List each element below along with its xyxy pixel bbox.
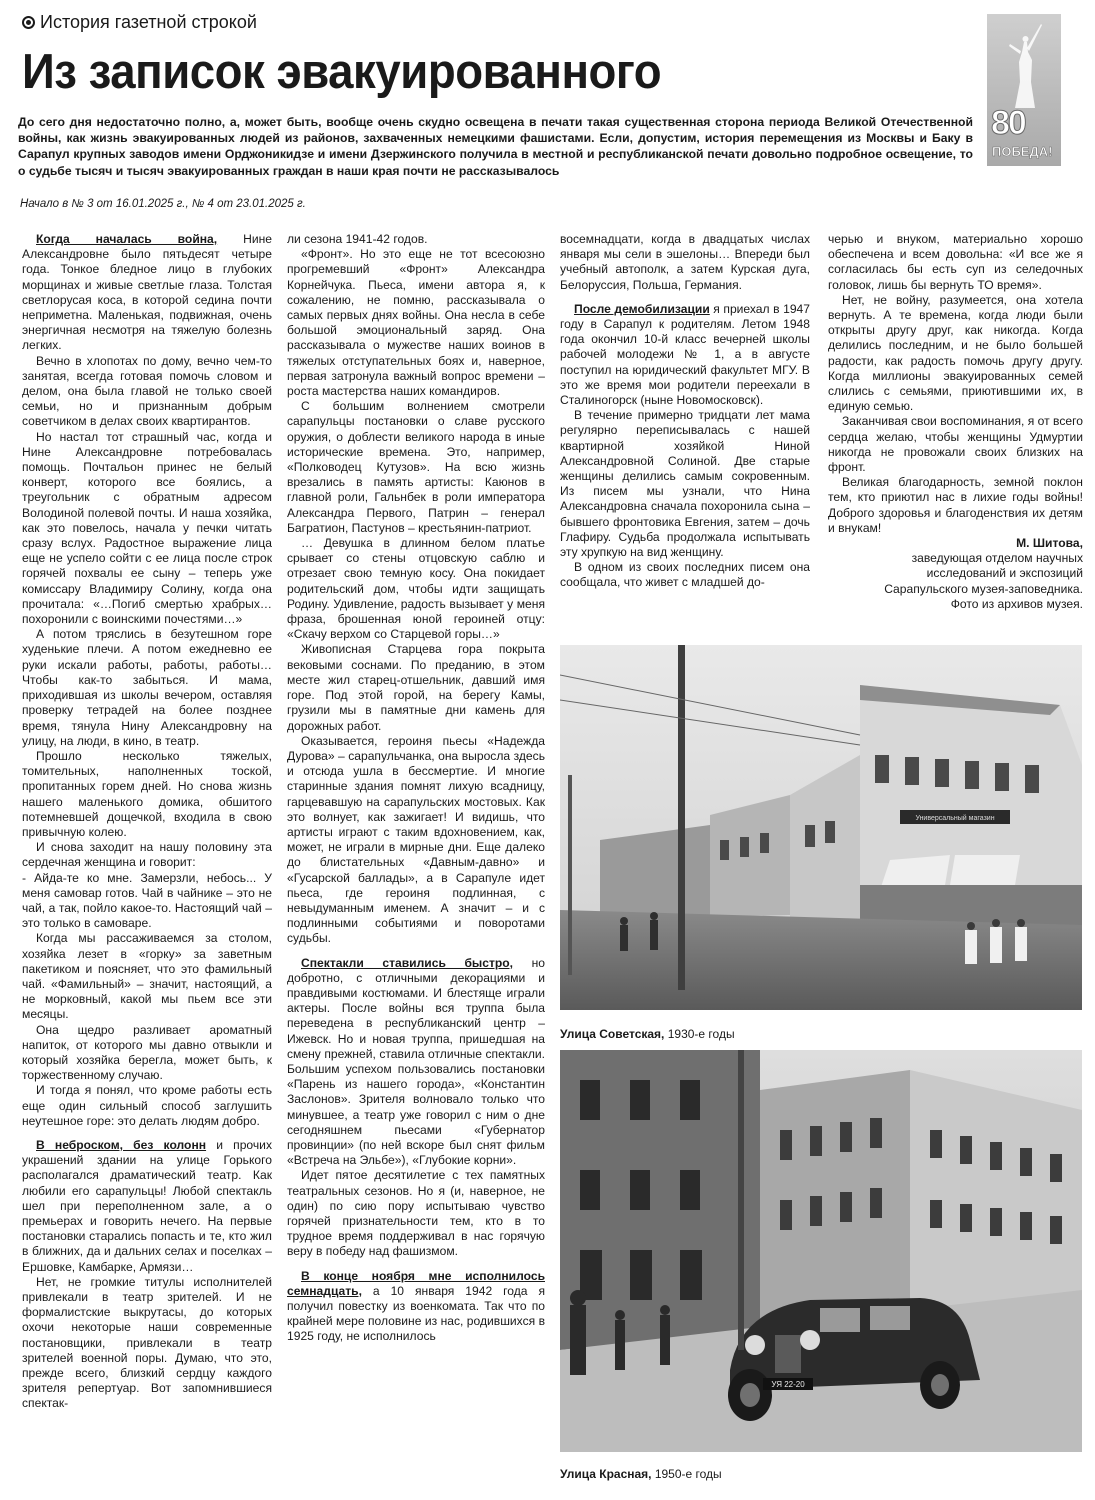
continuation-note: Начало в № 3 от 16.01.2025 г., № 4 от 23.01.2025 г. (20, 198, 306, 210)
paragraph: Когда мы рассаживаемся за столом, хозяйка лезет в «горку» за заветным пакетиком и поясняет, что это фамильный чай. «Фамильный» – значит, настоящий, а не морковный, какой мы пьем все эти месяцы. (22, 931, 272, 1022)
paragraph: Живописная Старцева гора покрыта вековыми соснами. По преданию, в этом месте жил старец-отшельник, давший имя горе. Под этой горой, на берегу Камы, грузили мы в памятные дни камень для дорожных работ. (287, 642, 545, 733)
paragraph (22, 232, 272, 354)
section-lead-in: После демобилизации (574, 301, 710, 316)
rubric-label: История газетной строкой (40, 12, 257, 32)
paragraph: Вечно в хлопотах по дому, вечно чем-то занятая, всегда готовая помочь словом и делом, она была главой не только своей семьи, но и признанным добрым советчиком в делах своих квартирантов. (22, 353, 272, 429)
column-1 (22, 232, 272, 1412)
article-lead: До сего дня недостаточно полно, а, может быть, вообще очень скудно освещена в печати такая существенная сторона периода Великой Отечественной войны, как жизнь эвакуированных людей из районов, захваченных немецкими фашистами. Если, допустим, история перемещения из Москвы и Баку в Сарапул крупных заводов имени Орджоникидзе и имени Дзержинского получила в местной и республиканской печати довольно подробное освещение, то о судьбе тысяч и тысяч эвакуированных граждан в наши края почти не рассказывалось (18, 115, 973, 178)
paragraph: Но настал тот страшный час, когда и Нине Александровне потребовалась помощь. Почтальон принес не белый конверт, которого все боялись, а треугольник с обратным адресом Володиной полевой почты. И наша хозяйка, как это повелось, начала у печки читать сразу вслух. Радостное выражение лица еще не успело сойти с ее лица после строк горячей похвалы ее сыну – теперь уже комиссару Владимиру Солину, когда она прочитала: «…Погиб смертью храбрых… похоронили с воинскими почестями…» (22, 429, 272, 627)
author-name: М. Шитова, (1016, 536, 1083, 551)
section-lead-in: Когда началась война, (36, 232, 218, 246)
victory-80-logo (987, 14, 1061, 166)
paragraph: Прошло несколько тяжелых, томительных, наполненных тоской, пропитанных горем дней. Но снова жизнь нашего маленького домика, обшитого потемневшей дощечкой, входила в свою привычную колею. (22, 748, 272, 839)
paragraph: ли сезона 1941-42 годов. (287, 232, 428, 246)
rubric (22, 12, 257, 33)
paragraph: С большим волнением смотрели сарапульцы постановки о славе русского оружия, о доблести великого народа в иные исторические времена. Это, например, «Полководец Кутузов». На всю жизнь врезались в память артисты: Каюнов в главной роли, Гальнбек в роли императора Александра Первого, Патрин – генерал Багратион, Пастунов – крестьянин-патриот. (287, 399, 545, 535)
author-title-line: Сарапульского музея-заповедника. (884, 581, 1083, 596)
author-title-line: исследований и экспозиций (926, 566, 1083, 581)
paragraph: Идет пятое десятилетие с тех памятных театральных сезонов. Но я (и, наверное, не один) по сию пору испытываю чувство горячей признательности тем, кто в то трудное время поддерживал в нас горячую веру в победу над фашизмом. (287, 1168, 545, 1259)
caption-title: Улица Советская, (560, 1027, 665, 1041)
license-plate: УЯ 22-20 (771, 1380, 805, 1389)
paragraph-text: Нине Александровне было пятьдесят четыре года. Тонкое бледное лицо в глубоких морщинах и живые светлые глаза. Толстая светлорусая коса, в которой седина почти неприметна. Маленькая, подвижная, очень энергичная несмотря на тяжелую болезнь легких. (22, 232, 272, 353)
paragraph: Она щедро разливает ароматный напиток, от которого мы давно отвыкли и который хозяйка берегла, может быть, к торжественному случаю. (22, 1022, 272, 1083)
column-4 (828, 232, 1083, 612)
paragraph: Великая благодарность, земной поклон тем, кто приютил нас в лихие годы войны! Доброго здоровья и благоденствия их детям и внукам! (828, 475, 1083, 535)
paragraph (22, 1138, 272, 1275)
paragraph: И снова заходит на нашу половину эта сердечная женщина и говорит: (22, 840, 272, 870)
caption-date: 1930-е годы (664, 1027, 735, 1041)
author-title-line: заведующая отделом научных (911, 551, 1083, 566)
article-title: Из записок эвакуированного (22, 45, 662, 99)
bullet-icon (22, 16, 35, 29)
paragraph-text: и прочих украшений здании на улице Горького располагался драматический театр. Как любили его сарапульцы! Любой спектакль шел при переполненном зале, а о премьерах и говорить нечего. На первые постановки старались попасть и те, кто жил в ближних, да и дальних селах и поселках – Ершовке, Камбарке, Армязи… (22, 1137, 272, 1274)
paragraph (287, 1269, 545, 1345)
paragraph: В одном из своих последних писем она сообщала, что живет с младшей до- (560, 560, 810, 590)
photo-sovetskaya-street (560, 645, 1082, 1010)
section-lead-in: В конце ноября мне исполнилось семнадцать, (287, 1268, 545, 1298)
paragraph: В течение примерно тридцати лет мама регулярно переписывалась с нашей квартирной хозяйкой Ниной Александровной Солиной. Две старые женщины делились самым сокровенным. Из писем мы узнали, что Нина Александровна сначала похоронила сына – бывшего фронтовика Евгения, затем – дочь Глафиру. Судьба продолжала испытывать эту хрупкую на вид женщину. (560, 408, 810, 560)
paragraph (560, 302, 810, 408)
store-sign: Универсальный магазин (915, 815, 995, 822)
paragraph: Заканчивая свои воспоминания, я от всего сердца желаю, чтобы женщины Удмуртии никогда не провожали своих близких на фронт. (828, 414, 1083, 475)
section-lead-in: Спектакли ставились быстро, (301, 955, 514, 970)
paragraph: Нет, не громкие титулы исполнителей привлекали в театр зрителей. И не формалистские выкрутасы, до которых охочи некоторые наши современные постановщики, привлекали в театр зрителей военной поры. Думаю, что это, прежде всего, близкий сердцу каждого зрителя репертуар. Вот запомнившиеся спектак- (22, 1274, 272, 1411)
paragraph: Оказывается, героиня пьесы «Надежда Дурова» – сарапульчанка, она выросла здесь и отсюда ушла в бессмертие. И многие старинные здания помнят лихую всадницу, гарцевавшую на сарапульских мостовых. Как это волнует, как зажигает! И видишь, что артисты играют с таким вдохновением, как, может, не играли в мирные дни. Еще далеко до блистательных «Давным-давно» и «Гусарской баллады», а в Сарапуле идет пьеса, где героиня подлинная, с невыдуманным именем. А значит – и с подлинными событиями и поворотами судьбы. (287, 733, 545, 946)
motherland-statue-icon (1007, 22, 1043, 110)
photo-caption (560, 1027, 735, 1041)
paragraph-text: я приехал в 1947 году в Сарапул к родителям. Летом 1948 года окончил 10-й класс вечерней школы рабочей молодежи № 1, а в августе поступил на юридический факультет МГУ. В это же время мои родители переехали в Сталиногорск (ныне Новомосковск). (560, 301, 810, 408)
paragraph-text: а 10 января 1942 года я получил повестку из военкомата. Так что по крайней мере половине из нас, родившихся в 1925 году, не исполнилось (287, 1283, 545, 1344)
paragraph (287, 956, 545, 1169)
paragraph: Нет, не войну, разумеется, она хотела вернуть. А те времена, когда люди были открыты другу друг, как никогда. Когда делились последним, и не было большей радости, как радость помочь другу другу. Когда миллионы эвакуированных семей слились с семьями, приютившими их, в единую семью. (828, 292, 1083, 414)
paragraph: … Девушка в длинном белом платье срывает со стены отцовскую саблю и отрезает свою темную косу. Она покидает родительский дом, чтобы идти защищать Родину. Удивление, радость вызывает у меня фраза, брошенная юной героиней отцу: «Скачу верхом со Старцевой горы…» (287, 536, 545, 642)
column-2 (287, 232, 545, 1345)
photo-caption (560, 1467, 722, 1481)
paragraph: черью и внуком, материально хорошо обеспечена и всем довольна: «И все же я согласилась бы есть суп из селедочных головок, лишь бы вернуть ТО время». (828, 232, 1083, 292)
paragraph-text: но добротно, с отличными декорациями и правдивыми костюмами. И блестяще играли актеры. После войны вся труппа была переведена в республиканский центр – Ижевск. Но и новая труппа, пришедшая на смену прежней, ставила отличные спектакли. Большим успехом пользовались постановки «Парень из нашего города», «Константин Заслонов». Зрителя волновало только что минувшее, а театр уже говорил с ним о дне сегодняшнем пьесами «Губернатор провинции» (по ней вскоре был снят фильм «Встреча на Эльбе»), «Глубокие корни». (287, 955, 546, 1168)
section-lead-in: В неброском, без колонн (36, 1137, 207, 1152)
paragraph: восемнадцати, когда в двадцатых числах января мы сели в эшелоны… Впереди был учебный автополк, а затем Курская дуга, Белоруссия, Польша, Германия. (560, 232, 810, 292)
signature (828, 536, 1083, 612)
street-photo-image (560, 645, 1082, 1010)
paragraph: А потом тряслись в безутешном горе худенькие плечи. А потом ежедневно ее руки искали работы, работы, работы… Чтобы как-то забыться. И мама, приходившая из школы вечером, оставляя проверку тетрадей на более позднее время, тянула Нину Александровну на улицу, на люди, в кино, в театр. (22, 627, 272, 748)
photo-credit: Фото из архивов музея. (950, 596, 1083, 611)
paragraph: И тогда я понял, что кроме работы есть еще один сильный способ заглушить неутешное горе: это делать людям добро. (22, 1083, 272, 1128)
logo-word: ПОБЕДА! (992, 144, 1053, 159)
street-photo-image (560, 1050, 1082, 1452)
paragraph: - Айда-те ко мне. Замерзли, небось... У меня самовар готов. Чай в чайнике – это не чай, а так, пойло какое-то. Настоящий чай – это только в самоваре. (22, 870, 272, 931)
paragraph: «Фронт». Но это еще не тот всесоюзно прогремевший «Фронт» Александра Корнейчука. Пьеса, имени автора я, к сожалению, не помню, рассказывала о самых первых днях войны. Она несла в себе большой эмоциональный заряд. Она рассказывала о мужестве наших воинов в тяжелых отступательных боях и, наверное, первая затронула важный вопрос времени – роста мастерства наших командиров. (287, 247, 545, 399)
photo-krasnaya-street (560, 1050, 1082, 1452)
caption-title: Улица Красная, (560, 1467, 652, 1481)
caption-date: 1950-е годы (651, 1467, 722, 1481)
logo-number: 80 (991, 104, 1025, 142)
column-3 (560, 232, 810, 591)
